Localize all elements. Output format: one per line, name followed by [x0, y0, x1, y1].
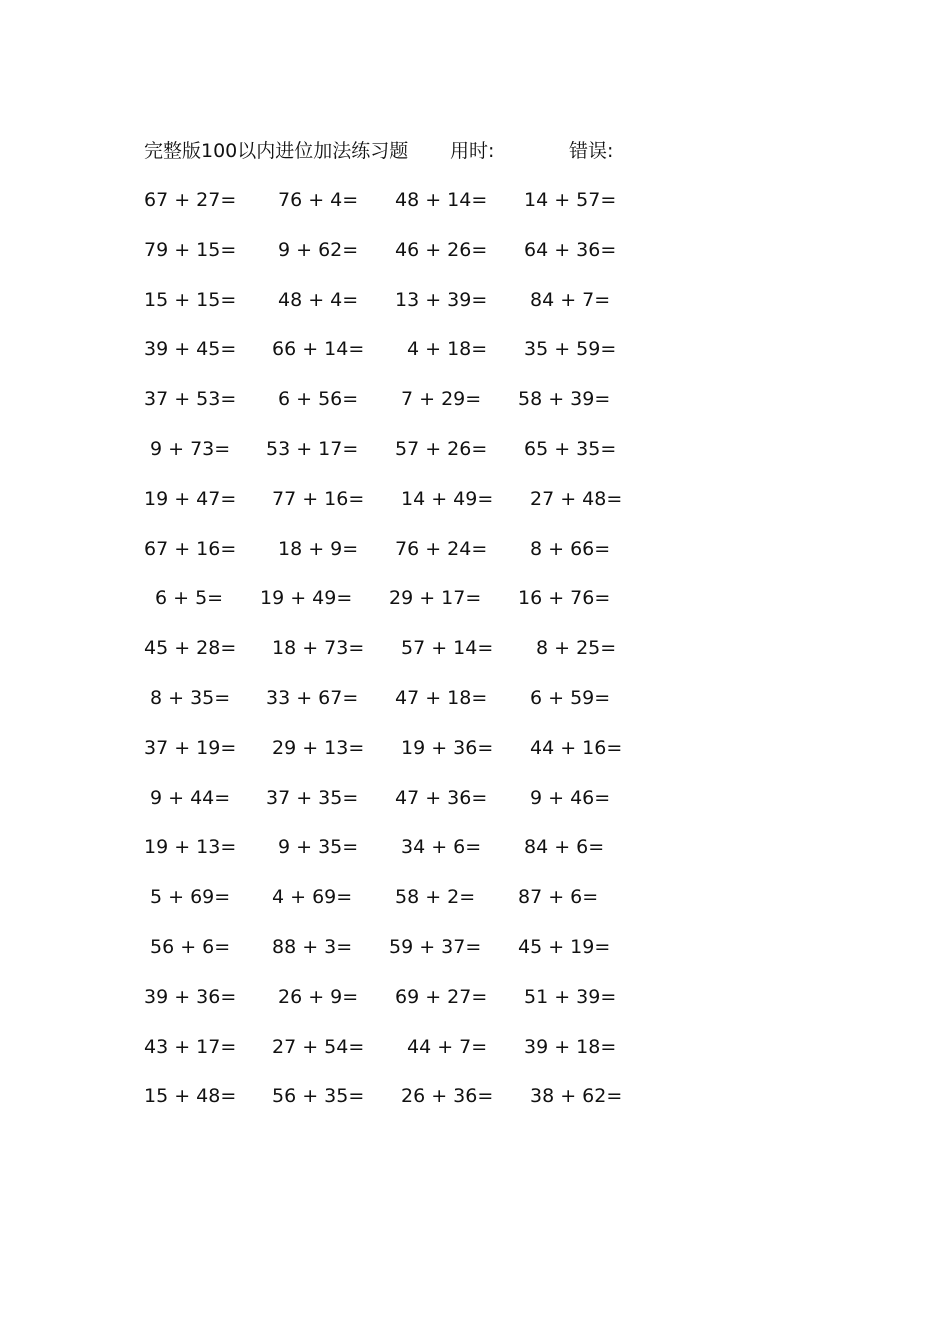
addition-problem: 9 + 44= [150, 786, 231, 809]
problem-row [0, 435, 950, 485]
addition-problem: 37 + 35= [266, 786, 359, 809]
addition-problem: 65 + 35= [524, 437, 617, 460]
addition-problem: 58 + 2= [395, 886, 476, 909]
addition-problem: 45 + 28= [144, 637, 237, 660]
addition-problem: 67 + 16= [144, 537, 237, 560]
addition-problem: 14 + 49= [401, 487, 494, 510]
addition-problem: 76 + 4= [278, 189, 359, 211]
addition-problem: 69 + 27= [395, 985, 488, 1008]
worksheet-header [144, 138, 644, 164]
addition-problem: 48 + 14= [395, 189, 488, 211]
addition-problem: 79 + 15= [144, 238, 237, 261]
addition-problem: 33 + 67= [266, 686, 359, 709]
addition-problem: 19 + 47= [144, 487, 237, 510]
addition-problem: 14 + 57= [524, 189, 617, 211]
addition-problem: 8 + 25= [536, 637, 617, 660]
error-label: 错误: [569, 140, 614, 162]
problem-row [0, 186, 950, 236]
problem-row [0, 734, 950, 784]
addition-problem: 19 + 13= [144, 836, 237, 859]
addition-problem: 9 + 35= [278, 836, 359, 859]
addition-problem: 47 + 36= [395, 786, 488, 809]
addition-problem: 4 + 18= [407, 338, 488, 361]
problem-grid [0, 186, 950, 1132]
addition-problem: 43 + 17= [144, 1035, 237, 1058]
addition-problem: 88 + 3= [272, 935, 353, 958]
addition-problem: 84 + 6= [524, 836, 605, 859]
addition-problem: 5 + 69= [150, 886, 231, 909]
addition-problem: 6 + 5= [155, 587, 224, 610]
addition-problem: 4 + 69= [272, 886, 353, 909]
addition-problem: 9 + 73= [150, 437, 231, 460]
addition-problem: 8 + 66= [530, 537, 611, 560]
addition-problem: 9 + 46= [530, 786, 611, 809]
problem-row [0, 983, 950, 1033]
addition-problem: 84 + 7= [530, 288, 611, 311]
addition-problem: 7 + 29= [401, 388, 482, 411]
addition-problem: 64 + 36= [524, 238, 617, 261]
problem-row [0, 1033, 950, 1083]
addition-problem: 39 + 18= [524, 1035, 617, 1058]
addition-problem: 18 + 9= [278, 537, 359, 560]
worksheet-title: 完整版100以内进位加法练习题 [144, 140, 409, 162]
addition-problem: 15 + 48= [144, 1085, 237, 1108]
addition-problem: 38 + 62= [530, 1085, 623, 1108]
addition-problem: 57 + 26= [395, 437, 488, 460]
addition-problem: 56 + 6= [150, 935, 231, 958]
addition-problem: 66 + 14= [272, 338, 365, 361]
addition-problem: 8 + 35= [150, 686, 231, 709]
addition-problem: 34 + 6= [401, 836, 482, 859]
problem-row [0, 883, 950, 933]
addition-problem: 15 + 15= [144, 288, 237, 311]
problem-row [0, 933, 950, 983]
problem-row [0, 584, 950, 634]
problem-row [0, 236, 950, 286]
addition-problem: 87 + 6= [518, 886, 599, 909]
problem-row [0, 784, 950, 834]
problem-row [0, 684, 950, 734]
addition-problem: 27 + 54= [272, 1035, 365, 1058]
problem-row [0, 485, 950, 535]
addition-problem: 9 + 62= [278, 238, 359, 261]
addition-problem: 16 + 76= [518, 587, 611, 610]
problem-row [0, 385, 950, 435]
addition-problem: 13 + 39= [395, 288, 488, 311]
addition-problem: 48 + 4= [278, 288, 359, 311]
problem-row [0, 1082, 950, 1132]
addition-problem: 58 + 39= [518, 388, 611, 411]
addition-problem: 6 + 59= [530, 686, 611, 709]
addition-problem: 46 + 26= [395, 238, 488, 261]
addition-problem: 26 + 36= [401, 1085, 494, 1108]
addition-problem: 37 + 19= [144, 736, 237, 759]
addition-problem: 39 + 36= [144, 985, 237, 1008]
addition-problem: 44 + 7= [407, 1035, 488, 1058]
problem-row [0, 335, 950, 385]
addition-problem: 35 + 59= [524, 338, 617, 361]
problem-row [0, 634, 950, 684]
addition-problem: 26 + 9= [278, 985, 359, 1008]
addition-problem: 76 + 24= [395, 537, 488, 560]
addition-problem: 53 + 17= [266, 437, 359, 460]
addition-problem: 19 + 36= [401, 736, 494, 759]
addition-problem: 56 + 35= [272, 1085, 365, 1108]
problem-row [0, 833, 950, 883]
addition-problem: 37 + 53= [144, 388, 237, 411]
problem-row [0, 286, 950, 336]
addition-problem: 51 + 39= [524, 985, 617, 1008]
problem-row [0, 535, 950, 585]
addition-problem: 44 + 16= [530, 736, 623, 759]
addition-problem: 45 + 19= [518, 935, 611, 958]
addition-problem: 19 + 49= [260, 587, 353, 610]
addition-problem: 29 + 13= [272, 736, 365, 759]
addition-problem: 18 + 73= [272, 637, 365, 660]
addition-problem: 29 + 17= [389, 587, 482, 610]
addition-problem: 57 + 14= [401, 637, 494, 660]
addition-problem: 77 + 16= [272, 487, 365, 510]
addition-problem: 39 + 45= [144, 338, 237, 361]
addition-problem: 47 + 18= [395, 686, 488, 709]
addition-problem: 27 + 48= [530, 487, 623, 510]
addition-problem: 67 + 27= [144, 189, 237, 211]
addition-problem: 6 + 56= [278, 388, 359, 411]
time-label: 用时: [450, 140, 495, 162]
addition-problem: 59 + 37= [389, 935, 482, 958]
